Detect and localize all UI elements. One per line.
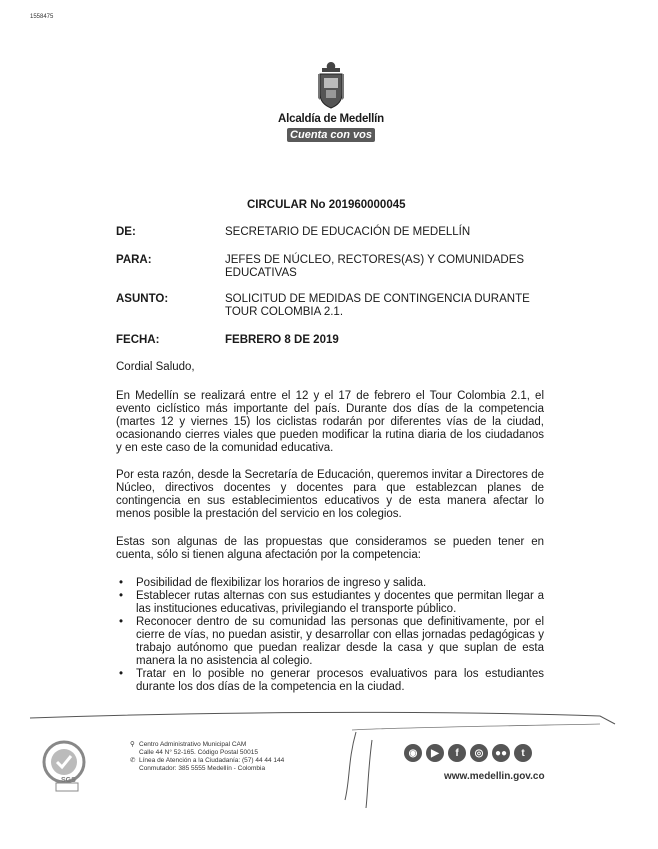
list-item: • Reconocer dentro de su comunidad las personas que definitivamente, por el cierre de vías, no puedan asistir, y desarrollar con ellas jornadas pedagógicas y trabajo autónomo que puedan realizar desde la casa y que suplan de esta manera la no asistencia al colegio. bbox=[119, 616, 544, 667]
paragraph-1: En Medellín se realizará entre el 12 y el 17 de febrero el Tour Colombia 2.1, el evento ciclístico más importante del país. Durante dos días de la competencia (martes 12 y viernes 15) los ciclistas rodarán por diferentes vías de la ciudad, ocasionando cierres viales que pueden modificar la rutina diaria de los ciudadanos y en este caso de la comunidad educativa. bbox=[116, 390, 544, 454]
list-item: • Tratar en lo posible no generar procesos evaluativos para los estudiantes durante los dos días de la competencia en la ciudad. bbox=[119, 668, 544, 693]
fecha-value: FEBRERO 8 DE 2019 bbox=[225, 334, 339, 346]
proposals-list bbox=[116, 577, 544, 694]
footer-divider bbox=[0, 700, 658, 810]
paragraph-3: Estas son algunas de las propuestas que consideramos se pueden tener en cuenta, sólo si tienen alguna afectación por la competencia: bbox=[116, 536, 544, 561]
youtube-icon[interactable]: ▶ bbox=[426, 744, 444, 762]
address-line-2: Calle 44 N° 52-165. Código Postal 50015 bbox=[139, 749, 258, 756]
de-value: SECRETARIO DE EDUCACIÓN DE MEDELLÍN bbox=[225, 226, 471, 238]
facebook-icon[interactable]: f bbox=[448, 744, 466, 762]
switchboard-line: Conmutador: 385 5555 Medellín - Colombia bbox=[139, 765, 266, 772]
org-name: Alcaldía de Medellín bbox=[278, 113, 384, 125]
coat-of-arms-icon bbox=[316, 60, 346, 112]
asunto-value: SOLICITUD DE MEDIDAS DE CONTINGENCIA DURANTE TOUR COLOMBIA 2.1. bbox=[225, 293, 530, 318]
brand-block bbox=[270, 113, 392, 143]
social-icons bbox=[404, 744, 532, 762]
slogan: Cuenta con vos bbox=[287, 128, 375, 142]
paragraph-2: Por esta razón, desde la Secretaría de Educación, queremos invitar a Directores de Núcleo, directivos docentes y docentes para que establezcan planes de contingencia en sus establecimientos educativos y de esta manera afectar lo menos posible la prestación del servicio en los colegios. bbox=[116, 469, 544, 520]
footer-address bbox=[130, 741, 284, 773]
location-pin-icon: ⚲ bbox=[130, 741, 135, 748]
para-value: JEFES DE NÚCLEO, RECTORES(AS) Y COMUNIDADES EDUCATIVAS bbox=[225, 254, 525, 279]
twitter-icon[interactable]: t bbox=[514, 744, 532, 762]
phone-icon: ✆ bbox=[130, 757, 136, 764]
para-label: PARA: bbox=[116, 254, 152, 266]
circular-title: CIRCULAR No 201960000045 bbox=[247, 199, 406, 211]
list-item: • Posibilidad de flexibilizar los horarios de ingreso y salida. bbox=[119, 577, 427, 589]
bullet-icon: • bbox=[119, 577, 124, 589]
instagram-icon[interactable]: ◎ bbox=[470, 744, 488, 762]
address-line-1: Centro Administrativo Municipal CAM bbox=[139, 741, 247, 748]
list-item: • Establecer rutas alternas con sus estudiantes y docentes que permitan llegar a las instituciones educativas, privilegiando el transporte público. bbox=[119, 590, 544, 615]
bullet-icon: • bbox=[119, 668, 124, 680]
bullet-icon: • bbox=[119, 590, 124, 602]
flickr-icon[interactable]: ●● bbox=[492, 744, 510, 762]
bullet-icon: • bbox=[119, 616, 124, 628]
phone-line: Línea de Atención a la Ciudadanía: (57) 44 44 144 bbox=[139, 757, 285, 764]
fecha-label: FECHA: bbox=[116, 334, 160, 346]
rss-icon[interactable]: ◉ bbox=[404, 744, 422, 762]
asunto-label: ASUNTO: bbox=[116, 293, 169, 305]
document-id: 1558475 bbox=[30, 14, 54, 20]
website-link[interactable]: www.medellin.gov.co bbox=[444, 771, 545, 782]
greeting: Cordial Saludo, bbox=[116, 361, 195, 373]
de-label: DE: bbox=[116, 226, 136, 238]
sgs-label: SGS bbox=[61, 777, 76, 784]
